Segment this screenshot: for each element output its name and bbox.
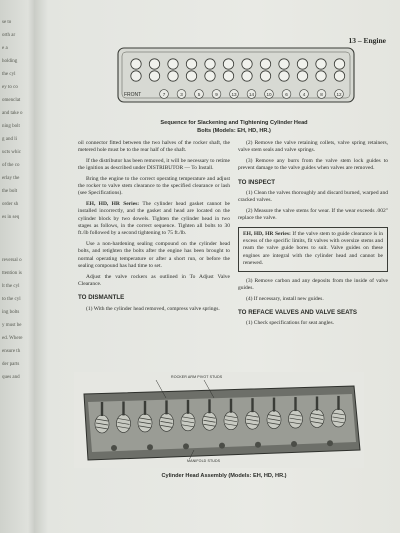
manual-page bbox=[34, 0, 400, 533]
valve-port-circle bbox=[316, 71, 326, 81]
valve-port-circle bbox=[260, 59, 270, 69]
under-page-fragment: e a bbox=[2, 46, 8, 51]
under-page-fragment: y must be bbox=[2, 323, 22, 328]
under-page-fragment: ed. Where bbox=[2, 336, 23, 341]
page-header: 13 – Engine bbox=[348, 36, 386, 45]
paragraph: Bring the engine to the correct operating temperature and adjust the rocker to valve stem clearance to the specified clearance or lash (see Specifications). bbox=[78, 175, 230, 197]
rocker-pivot-stud bbox=[187, 400, 189, 414]
valve-port-circle bbox=[223, 71, 233, 81]
paragraph: (2) Measure the valve stems for wear. If the wear exceeds .002" replace the valve. bbox=[238, 207, 388, 222]
sequence-number: 10 bbox=[266, 92, 272, 97]
under-page-fragment: orth ar bbox=[2, 33, 16, 38]
valve-port-circle bbox=[186, 59, 196, 69]
valve-port-circle bbox=[168, 71, 178, 81]
rocker-pivot-stud bbox=[273, 398, 275, 412]
valve-port-circle bbox=[205, 71, 215, 81]
rocker-pivot-stud bbox=[144, 401, 146, 415]
under-page-fragment: der parts bbox=[2, 362, 20, 367]
section-heading-dismantle: TO DISMANTLE bbox=[78, 294, 125, 302]
paragraph: (2) Remove the valve retaining collets, valve spring retainers, valve stem seals and valve springs. bbox=[238, 140, 388, 154]
under-page-fragment: order sh bbox=[2, 202, 19, 207]
under-page-fragment: ning bolt bbox=[2, 124, 20, 129]
valve-port-circle bbox=[168, 59, 178, 69]
sequence-number: 12 bbox=[336, 92, 342, 97]
rocker-pivot-stud bbox=[230, 399, 232, 413]
rocker-pivot-stud bbox=[122, 401, 124, 415]
under-page-fragment: of the co bbox=[2, 163, 20, 168]
rocker-pivot-stud bbox=[251, 398, 253, 412]
section-heading-inspect: TO INSPECT bbox=[238, 178, 276, 186]
rocker-pivot-stud bbox=[101, 402, 103, 416]
under-page-fragment: ucts whic bbox=[2, 150, 22, 155]
paragraph: (1) Check specifications for seat angles. bbox=[246, 320, 334, 327]
valve-port-circle bbox=[149, 59, 159, 69]
figure-caption-top-line1: Sequence for Slackening and Tightening Cylinder Head bbox=[160, 120, 308, 126]
series-text: The cylinder head gasket cannot be installed incorrectly, and the gasket and head are located on the cylinder block by two dowels. Tighten the cylinder head in two stages as follows, in the correct sequence. Tighten all bolts to 30 ft./lb followed by a second tightening to 75 ft./lb. bbox=[78, 200, 230, 237]
rocker-pivot-stud bbox=[337, 396, 339, 410]
under-page-fragment: erlay the bbox=[2, 176, 20, 181]
valve-port-circle bbox=[279, 59, 289, 69]
section-heading-reface: TO REFACE VALVES AND VALVE SEATS bbox=[238, 308, 358, 316]
valve-port-circle bbox=[334, 71, 344, 81]
valve-port-circle bbox=[223, 59, 233, 69]
manifold-stud bbox=[327, 440, 333, 446]
figure-caption-bottom: Cylinder Head Assembly (Models: EH, HD, HR.) bbox=[161, 473, 287, 479]
paragraph-series bbox=[78, 201, 230, 238]
valve-port-circle bbox=[242, 59, 252, 69]
figure-caption-top bbox=[144, 119, 324, 135]
sequence-number: 9 bbox=[215, 92, 218, 97]
series-lead: EH, HD, HR Series: bbox=[86, 200, 140, 207]
sequence-number: 14 bbox=[248, 92, 255, 97]
rocker-pivot-stud bbox=[316, 397, 318, 411]
valve-port-circle bbox=[131, 71, 141, 81]
paragraph: Use a non-hardening sealing compound on the cylinder head bolts, and retighten the bolts after the engine has been brought to normal operating temperature or after a short run, or before the sealing compound has had time to set. bbox=[78, 240, 230, 270]
under-page-fragment: the bolt bbox=[2, 189, 18, 194]
figure-caption-top-line2: Bolts (Models: EH, HD, HR.) bbox=[197, 128, 271, 134]
under-page-fragment: lt the cyl bbox=[2, 284, 20, 289]
note-lead: EH, HD, HR Series: bbox=[243, 230, 291, 237]
under-page-fragment: se to bbox=[2, 20, 12, 25]
manifold-stud bbox=[147, 444, 153, 450]
under-page-fragment: es in seq bbox=[2, 215, 20, 220]
manifold-studs-label: MANIFOLD STUDS bbox=[187, 459, 221, 463]
sequence-number: 4 bbox=[302, 92, 306, 97]
under-page-fragment: ques and bbox=[2, 375, 20, 380]
under-page-fragment: and take o bbox=[2, 111, 23, 116]
paragraph: If the distributor has been removed, it will be necessary to retime the ignition as described under DISTRIBUTOR — To Install. bbox=[78, 157, 230, 172]
under-page-fragment: reversal o bbox=[2, 258, 22, 263]
under-page-fragment: ing bolts bbox=[2, 310, 20, 315]
sequence-number: 13 bbox=[231, 92, 237, 97]
paragraph: (3) Remove any burrs from the valve stem lock guides to prevent damage to the valve guides when valves are removed. bbox=[238, 157, 388, 172]
bolt-sequence-svg bbox=[116, 44, 356, 108]
sequence-number: 6 bbox=[285, 92, 288, 97]
manifold-stud bbox=[183, 443, 189, 449]
sequence-number: 3 bbox=[180, 92, 183, 97]
paragraph: (1) With the cylinder head removed, compress valve springs. bbox=[86, 305, 220, 312]
cylinder-head-photo-svg bbox=[74, 372, 364, 468]
valve-port-circle bbox=[186, 71, 196, 81]
under-page-fragment: ey to co bbox=[2, 85, 18, 90]
valve-port-circle bbox=[297, 59, 307, 69]
valve-port-circle bbox=[334, 59, 344, 69]
paragraph: (1) Clean the valves thoroughly and discard burned, warped and cracked valves. bbox=[238, 190, 388, 204]
under-page-fragment: g and li bbox=[2, 137, 17, 142]
sequence-number: 7 bbox=[162, 92, 166, 97]
paragraph: Adjust the valve rockers as outlined in To Adjust Valve Clearance. bbox=[78, 273, 230, 287]
manifold-stud bbox=[291, 441, 297, 447]
bolt-sequence-diagram bbox=[116, 44, 356, 108]
sequence-number: 8 bbox=[320, 92, 323, 97]
rocker-pivot-stud bbox=[208, 399, 210, 413]
rocker-arm-pivot-studs-label: ROCKER ARM PIVOT STUDS bbox=[171, 375, 223, 379]
valve-port-circle bbox=[242, 71, 252, 81]
manifold-stud bbox=[219, 443, 225, 449]
under-page-fragment: ttention is bbox=[2, 271, 22, 276]
valve-port-circle bbox=[131, 59, 141, 69]
valve-port-circle bbox=[149, 71, 159, 81]
valve-port-circle bbox=[316, 59, 326, 69]
paragraph: oil connector fitted between the two halves of the rocker shaft, the metered hole must be to the rear half of the shaft. bbox=[78, 140, 230, 154]
under-page-fragment: the cyl bbox=[2, 72, 16, 77]
series-note-box bbox=[238, 227, 388, 272]
under-page-fragment: holding bbox=[2, 59, 18, 64]
under-page-fragment: omenclat bbox=[2, 98, 21, 103]
valve-port-circle bbox=[260, 71, 270, 81]
note-paragraph bbox=[243, 231, 383, 268]
cylinder-head-photo bbox=[74, 372, 364, 468]
right-text-column bbox=[238, 140, 388, 331]
valve-port-circle bbox=[297, 71, 307, 81]
valve-port-circle bbox=[205, 59, 215, 69]
under-page-fragment: to the cyl bbox=[2, 297, 21, 302]
sequence-number: 5 bbox=[197, 92, 201, 97]
note-text: If the valve stem to guide clearance is in excess of the specific limits, fit valves with oversize stems and ream the valve guide bores to suit. Valve guides on these engines are integral with the cylinder head and cannot be renewed. bbox=[243, 230, 383, 267]
under-page-fragment: ensure th bbox=[2, 349, 21, 354]
front-label: FRONT bbox=[124, 92, 142, 98]
rocker-pivot-stud bbox=[165, 400, 167, 414]
manifold-stud bbox=[111, 445, 117, 451]
valve-port-circle bbox=[279, 71, 289, 81]
paragraph: (3) Remove carbon and any deposits from the inside of valve guides. bbox=[238, 277, 388, 292]
rocker-pivot-stud bbox=[294, 397, 296, 411]
paragraph: (4) If necessary, install new guides. bbox=[246, 295, 324, 302]
left-text-column bbox=[78, 140, 230, 316]
manifold-stud bbox=[255, 442, 261, 448]
